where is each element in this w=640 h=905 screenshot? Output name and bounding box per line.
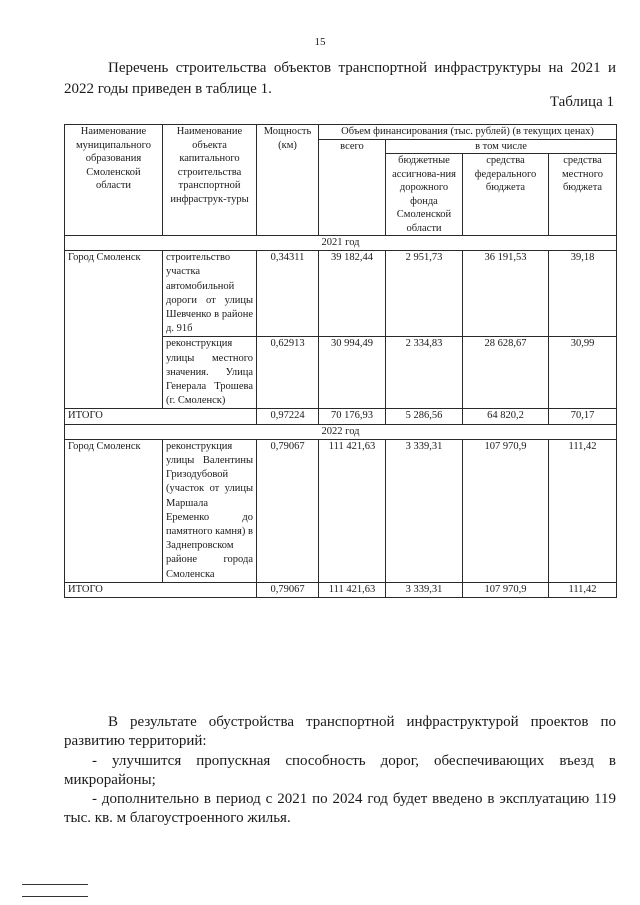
cell-capacity: 0,62913 [257, 337, 319, 409]
cell-federal: 36 191,53 [463, 251, 549, 337]
total-total: 111 421,63 [319, 582, 386, 597]
cell-municipality: Город Смоленск [65, 439, 163, 582]
total-capacity: 0,97224 [257, 409, 319, 424]
header-financing: Объем финансирования (тыс. рублей) (в текущих ценах) [319, 125, 617, 140]
cell-local: 30,99 [549, 337, 617, 409]
cell-total: 39 182,44 [319, 251, 386, 337]
total-total: 70 176,93 [319, 409, 386, 424]
page-number: 15 [314, 36, 326, 48]
footer-rule [22, 884, 88, 885]
cell-object: реконструкция улицы местного значения. Улица Генерала Трошева (г. Смоленск) [163, 337, 257, 409]
year-label: 2021 год [65, 236, 617, 251]
total-federal: 64 820,2 [463, 409, 549, 424]
cell-road-fund: 2 951,73 [386, 251, 463, 337]
header-local: средства местного бюджета [549, 154, 617, 236]
header-object: Наименование объекта капитального строительства транспортной инфраструк-туры [163, 125, 257, 236]
total-local: 70,17 [549, 409, 617, 424]
total-row [65, 409, 617, 424]
cell-capacity: 0,34311 [257, 251, 319, 337]
header-total: всего [319, 139, 386, 236]
table-header [65, 125, 617, 236]
cell-municipality: Город Смоленск [65, 251, 163, 409]
cell-road-fund: 2 334,83 [386, 337, 463, 409]
cell-total: 111 421,63 [319, 439, 386, 582]
total-row [65, 582, 617, 597]
year-row [65, 236, 617, 251]
cell-local: 39,18 [549, 251, 617, 337]
table-body [65, 236, 617, 598]
year-row [65, 424, 617, 439]
table-caption: Таблица 1 [549, 94, 614, 110]
conclusion-bullet: - улучшится пропускная способность дорог, обеспечивающих въезд в микрорайоны; [64, 752, 616, 788]
total-capacity: 0,79067 [257, 582, 319, 597]
table-row [65, 251, 617, 337]
header-including: в том числе [386, 139, 617, 154]
cell-total: 30 994,49 [319, 337, 386, 409]
total-label: ИТОГО [65, 409, 257, 424]
cell-federal: 107 970,9 [463, 439, 549, 582]
cell-object: реконструкция улицы Валентины Гризодубовой (участок от улицы Маршала Еременко до памятного камня) в Заднепровском районе города Смоленска [163, 439, 257, 582]
footer-rule [22, 896, 88, 897]
cell-capacity: 0,79067 [257, 439, 319, 582]
financing-table [64, 124, 617, 598]
cell-local: 111,42 [549, 439, 617, 582]
header-capacity: Мощность (км) [257, 125, 319, 236]
header-federal: средства федерального бюджета [463, 154, 549, 236]
total-label: ИТОГО [65, 582, 257, 597]
total-local: 111,42 [549, 582, 617, 597]
intro-paragraph: Перечень строительства объектов транспортной инфраструктуры на 2021 и 2022 годы приведен в таблице 1. [64, 60, 616, 97]
conclusion-bullet: - дополнительно в период с 2021 по 2024 год будет введено в эксплуатацию 119 тыс. кв. м благоустроенного жилья. [64, 791, 616, 827]
conclusion-block [64, 713, 616, 829]
total-federal: 107 970,9 [463, 582, 549, 597]
conclusion-paragraph: В результате обустройства транспортной инфраструктурой проектов по развитию территорий: [64, 714, 616, 750]
year-label: 2022 год [65, 424, 617, 439]
table-row [65, 439, 617, 582]
cell-road-fund: 3 339,31 [386, 439, 463, 582]
cell-federal: 28 628,67 [463, 337, 549, 409]
header-municipality: Наименование муниципального образования Смоленской области [65, 125, 163, 236]
header-road-fund: бюджетные ассигнова-ния дорожного фонда Смоленской области [386, 154, 463, 236]
cell-object: строительство участка автомобильной дороги от улицы Шевченко в районе д. 91б [163, 251, 257, 337]
total-road-fund: 5 286,56 [386, 409, 463, 424]
total-road-fund: 3 339,31 [386, 582, 463, 597]
